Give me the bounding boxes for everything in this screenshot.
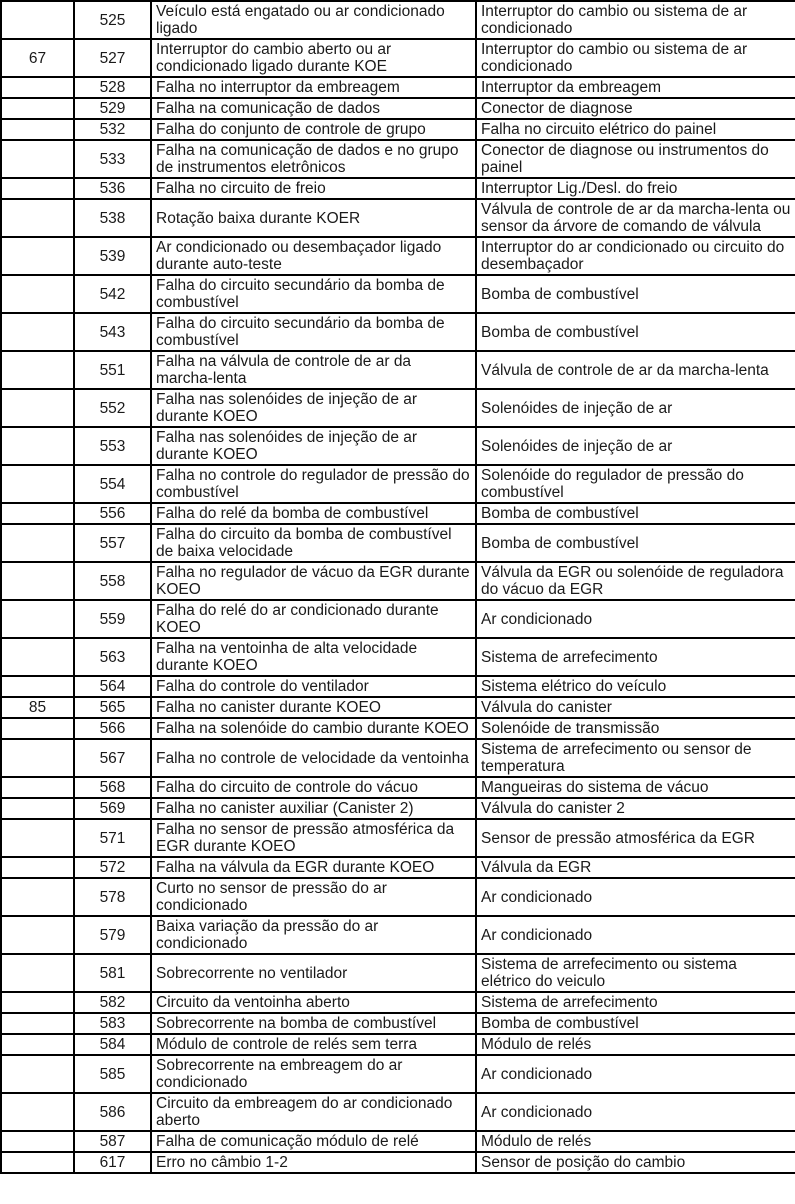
dtc-code-cell: 568 bbox=[74, 777, 151, 798]
dtc-code-cell: 569 bbox=[74, 798, 151, 819]
table-row bbox=[1, 600, 795, 638]
dtc-component-cell: Conector de diagnose ou instrumentos do painel bbox=[476, 140, 795, 178]
dtc-prefix-cell bbox=[1, 1034, 74, 1055]
dtc-component-cell: Válvula de controle de ar da marcha-lenta ou sensor da árvore de comando de válvula bbox=[476, 199, 795, 237]
table-row bbox=[1, 465, 795, 503]
table-row bbox=[1, 77, 795, 98]
dtc-description-cell: Baixa variação da pressão do ar condicionado bbox=[151, 916, 476, 954]
dtc-component-cell: Mangueiras do sistema de vácuo bbox=[476, 777, 795, 798]
table-row bbox=[1, 992, 795, 1013]
dtc-component-cell: Ar condicionado bbox=[476, 1093, 795, 1131]
table-row bbox=[1, 857, 795, 878]
dtc-description-cell: Falha no circuito de freio bbox=[151, 178, 476, 199]
dtc-code-cell: 579 bbox=[74, 916, 151, 954]
table-row bbox=[1, 199, 795, 237]
dtc-prefix-cell bbox=[1, 1, 74, 39]
table-row bbox=[1, 427, 795, 465]
dtc-table-body bbox=[1, 1, 795, 1173]
dtc-code-cell: 558 bbox=[74, 562, 151, 600]
dtc-prefix-cell bbox=[1, 562, 74, 600]
dtc-code-cell: 585 bbox=[74, 1055, 151, 1093]
dtc-code-cell: 571 bbox=[74, 819, 151, 857]
dtc-prefix-cell bbox=[1, 718, 74, 739]
dtc-code-cell: 525 bbox=[74, 1, 151, 39]
dtc-code-cell: 552 bbox=[74, 389, 151, 427]
dtc-code-cell: 557 bbox=[74, 524, 151, 562]
table-row bbox=[1, 503, 795, 524]
dtc-description-cell: Interruptor do cambio aberto ou ar condicionado ligado durante KOE bbox=[151, 39, 476, 77]
dtc-description-cell: Falha do circuito de controle do vácuo bbox=[151, 777, 476, 798]
dtc-prefix-cell bbox=[1, 1093, 74, 1131]
table-row bbox=[1, 878, 795, 916]
table-row bbox=[1, 1055, 795, 1093]
dtc-code-cell: 559 bbox=[74, 600, 151, 638]
dtc-component-cell: Sistema de arrefecimento bbox=[476, 992, 795, 1013]
dtc-code-cell: 553 bbox=[74, 427, 151, 465]
dtc-prefix-cell bbox=[1, 777, 74, 798]
dtc-code-cell: 566 bbox=[74, 718, 151, 739]
dtc-component-cell: Interruptor do ar condicionado ou circuito do desembaçador bbox=[476, 237, 795, 275]
dtc-code-cell: 563 bbox=[74, 638, 151, 676]
dtc-code-cell: 542 bbox=[74, 275, 151, 313]
table-row bbox=[1, 638, 795, 676]
dtc-description-cell: Falha no sensor de pressão atmosférica da EGR durante KOEO bbox=[151, 819, 476, 857]
table-row bbox=[1, 351, 795, 389]
dtc-prefix-cell bbox=[1, 857, 74, 878]
dtc-code-cell: 527 bbox=[74, 39, 151, 77]
table-row bbox=[1, 389, 795, 427]
table-row bbox=[1, 1152, 795, 1173]
dtc-component-cell: Sensor de pressão atmosférica da EGR bbox=[476, 819, 795, 857]
dtc-code-cell: 581 bbox=[74, 954, 151, 992]
dtc-description-cell: Rotação baixa durante KOER bbox=[151, 199, 476, 237]
dtc-component-cell: Ar condicionado bbox=[476, 1055, 795, 1093]
dtc-component-cell: Interruptor Lig./Desl. do freio bbox=[476, 178, 795, 199]
dtc-description-cell: Falha no canister auxiliar (Canister 2) bbox=[151, 798, 476, 819]
table-row bbox=[1, 275, 795, 313]
dtc-description-cell: Falha nas solenóides de injeção de ar durante KOEO bbox=[151, 389, 476, 427]
table-row bbox=[1, 1131, 795, 1152]
dtc-prefix-cell bbox=[1, 1131, 74, 1152]
dtc-component-cell: Sistema de arrefecimento bbox=[476, 638, 795, 676]
dtc-description-cell: Falha do relé do ar condicionado durante KOEO bbox=[151, 600, 476, 638]
dtc-component-cell: Interruptor do cambio ou sistema de ar condicionado bbox=[476, 1, 795, 39]
dtc-description-cell: Falha na comunicação de dados e no grupo de instrumentos eletrônicos bbox=[151, 140, 476, 178]
dtc-component-cell: Interruptor do cambio ou sistema de ar condicionado bbox=[476, 39, 795, 77]
table-row bbox=[1, 739, 795, 777]
dtc-description-cell: Circuito da ventoinha aberto bbox=[151, 992, 476, 1013]
dtc-prefix-cell bbox=[1, 878, 74, 916]
dtc-description-cell: Falha no interruptor da embreagem bbox=[151, 77, 476, 98]
dtc-code-cell: 587 bbox=[74, 1131, 151, 1152]
dtc-description-cell: Falha no regulador de vácuo da EGR durante KOEO bbox=[151, 562, 476, 600]
dtc-prefix-cell bbox=[1, 119, 74, 140]
dtc-prefix-cell bbox=[1, 237, 74, 275]
dtc-prefix-cell bbox=[1, 98, 74, 119]
dtc-code-cell: 564 bbox=[74, 676, 151, 697]
dtc-code-cell: 583 bbox=[74, 1013, 151, 1034]
dtc-prefix-cell bbox=[1, 916, 74, 954]
dtc-component-cell: Conector de diagnose bbox=[476, 98, 795, 119]
dtc-description-cell: Falha de comunicação módulo de relé bbox=[151, 1131, 476, 1152]
dtc-component-cell: Válvula da EGR ou solenóide de reguladora do vácuo da EGR bbox=[476, 562, 795, 600]
dtc-component-cell: Falha no circuito elétrico do painel bbox=[476, 119, 795, 140]
dtc-prefix-cell bbox=[1, 351, 74, 389]
dtc-code-cell: 578 bbox=[74, 878, 151, 916]
dtc-component-cell: Solenóides de injeção de ar bbox=[476, 389, 795, 427]
dtc-description-cell: Falha na ventoinha de alta velocidade durante KOEO bbox=[151, 638, 476, 676]
dtc-description-cell: Veículo está engatado ou ar condicionado ligado bbox=[151, 1, 476, 39]
dtc-description-cell: Falha na solenóide do cambio durante KOEO bbox=[151, 718, 476, 739]
dtc-component-cell: Sensor de posição do cambio bbox=[476, 1152, 795, 1173]
dtc-code-cell: 543 bbox=[74, 313, 151, 351]
dtc-description-cell: Sobrecorrente no ventilador bbox=[151, 954, 476, 992]
dtc-component-cell: Bomba de combustível bbox=[476, 313, 795, 351]
table-row bbox=[1, 140, 795, 178]
dtc-component-cell: Ar condicionado bbox=[476, 600, 795, 638]
dtc-component-cell: Bomba de combustível bbox=[476, 524, 795, 562]
dtc-code-cell: 532 bbox=[74, 119, 151, 140]
dtc-description-cell: Falha do controle do ventilador bbox=[151, 676, 476, 697]
dtc-component-cell: Módulo de relés bbox=[476, 1034, 795, 1055]
table-row bbox=[1, 524, 795, 562]
dtc-prefix-cell bbox=[1, 819, 74, 857]
dtc-code-cell: 565 bbox=[74, 697, 151, 718]
dtc-description-cell: Falha no controle de velocidade da ventoinha bbox=[151, 739, 476, 777]
dtc-component-cell: Ar condicionado bbox=[476, 916, 795, 954]
dtc-component-cell: Ar condicionado bbox=[476, 878, 795, 916]
dtc-description-cell: Falha do circuito secundário da bomba de combustível bbox=[151, 275, 476, 313]
dtc-prefix-cell bbox=[1, 600, 74, 638]
table-row bbox=[1, 1013, 795, 1034]
dtc-description-cell: Curto no sensor de pressão do ar condicionado bbox=[151, 878, 476, 916]
dtc-component-cell: Válvula de controle de ar da marcha-lenta bbox=[476, 351, 795, 389]
dtc-description-cell: Falha na válvula de controle de ar da marcha-lenta bbox=[151, 351, 476, 389]
dtc-description-cell: Circuito da embreagem do ar condicionado aberto bbox=[151, 1093, 476, 1131]
dtc-code-cell: 528 bbox=[74, 77, 151, 98]
dtc-prefix-cell bbox=[1, 199, 74, 237]
dtc-description-cell: Módulo de controle de relés sem terra bbox=[151, 1034, 476, 1055]
table-row bbox=[1, 954, 795, 992]
dtc-component-cell: Solenóides de injeção de ar bbox=[476, 427, 795, 465]
table-row bbox=[1, 562, 795, 600]
dtc-prefix-cell bbox=[1, 1152, 74, 1173]
dtc-prefix-cell bbox=[1, 465, 74, 503]
table-row bbox=[1, 676, 795, 697]
dtc-component-cell: Solenóide do regulador de pressão do combustível bbox=[476, 465, 795, 503]
dtc-code-cell: 586 bbox=[74, 1093, 151, 1131]
dtc-description-cell: Falha do circuito secundário da bomba de combustível bbox=[151, 313, 476, 351]
table-row bbox=[1, 1034, 795, 1055]
dtc-prefix-cell bbox=[1, 313, 74, 351]
dtc-code-cell: 572 bbox=[74, 857, 151, 878]
table-row bbox=[1, 798, 795, 819]
dtc-component-cell: Solenóide de transmissão bbox=[476, 718, 795, 739]
dtc-component-cell: Interruptor da embreagem bbox=[476, 77, 795, 98]
dtc-prefix-cell bbox=[1, 427, 74, 465]
dtc-prefix-cell bbox=[1, 503, 74, 524]
table-row bbox=[1, 697, 795, 718]
dtc-description-cell: Falha no canister durante KOEO bbox=[151, 697, 476, 718]
table-row bbox=[1, 178, 795, 199]
dtc-description-cell: Falha do circuito da bomba de combustível de baixa velocidade bbox=[151, 524, 476, 562]
table-row bbox=[1, 916, 795, 954]
dtc-code-cell: 529 bbox=[74, 98, 151, 119]
dtc-prefix-cell bbox=[1, 992, 74, 1013]
table-row bbox=[1, 1093, 795, 1131]
dtc-description-cell: Falha na comunicação de dados bbox=[151, 98, 476, 119]
dtc-prefix-cell bbox=[1, 1013, 74, 1034]
dtc-code-cell: 582 bbox=[74, 992, 151, 1013]
dtc-prefix-cell bbox=[1, 140, 74, 178]
dtc-code-cell: 538 bbox=[74, 199, 151, 237]
table-row bbox=[1, 119, 795, 140]
dtc-prefix-cell: 85 bbox=[1, 697, 74, 718]
dtc-component-cell: Sistema elétrico do veículo bbox=[476, 676, 795, 697]
dtc-prefix-cell: 67 bbox=[1, 39, 74, 77]
table-row bbox=[1, 718, 795, 739]
dtc-prefix-cell bbox=[1, 1055, 74, 1093]
dtc-component-cell: Válvula do canister bbox=[476, 697, 795, 718]
dtc-prefix-cell bbox=[1, 798, 74, 819]
dtc-code-cell: 533 bbox=[74, 140, 151, 178]
dtc-code-cell: 554 bbox=[74, 465, 151, 503]
table-row bbox=[1, 819, 795, 857]
table-row bbox=[1, 98, 795, 119]
dtc-component-cell: Sistema de arrefecimento ou sensor de temperatura bbox=[476, 739, 795, 777]
dtc-code-cell: 567 bbox=[74, 739, 151, 777]
dtc-prefix-cell bbox=[1, 275, 74, 313]
dtc-description-cell: Ar condicionado ou desembaçador ligado durante auto-teste bbox=[151, 237, 476, 275]
table-row bbox=[1, 39, 795, 77]
dtc-component-cell: Sistema de arrefecimento ou sistema elétrico do veiculo bbox=[476, 954, 795, 992]
dtc-code-cell: 551 bbox=[74, 351, 151, 389]
dtc-component-cell: Válvula da EGR bbox=[476, 857, 795, 878]
dtc-component-cell: Válvula do canister 2 bbox=[476, 798, 795, 819]
dtc-component-cell: Bomba de combustível bbox=[476, 1013, 795, 1034]
table-row bbox=[1, 1, 795, 39]
dtc-prefix-cell bbox=[1, 178, 74, 199]
dtc-description-cell: Sobrecorrente na embreagem do ar condicionado bbox=[151, 1055, 476, 1093]
dtc-description-cell: Sobrecorrente na bomba de combustível bbox=[151, 1013, 476, 1034]
dtc-prefix-cell bbox=[1, 77, 74, 98]
dtc-description-cell: Falha do conjunto de controle de grupo bbox=[151, 119, 476, 140]
dtc-code-cell: 536 bbox=[74, 178, 151, 199]
dtc-code-cell: 539 bbox=[74, 237, 151, 275]
dtc-component-cell: Bomba de combustível bbox=[476, 275, 795, 313]
dtc-description-cell: Falha nas solenóides de injeção de ar durante KOEO bbox=[151, 427, 476, 465]
dtc-description-cell: Erro no câmbio 1-2 bbox=[151, 1152, 476, 1173]
dtc-prefix-cell bbox=[1, 676, 74, 697]
dtc-component-cell: Módulo de relés bbox=[476, 1131, 795, 1152]
dtc-component-cell: Bomba de combustível bbox=[476, 503, 795, 524]
dtc-code-cell: 617 bbox=[74, 1152, 151, 1173]
dtc-prefix-cell bbox=[1, 638, 74, 676]
dtc-description-cell: Falha do relé da bomba de combustível bbox=[151, 503, 476, 524]
dtc-prefix-cell bbox=[1, 739, 74, 777]
table-row bbox=[1, 777, 795, 798]
dtc-prefix-cell bbox=[1, 954, 74, 992]
dtc-prefix-cell bbox=[1, 389, 74, 427]
dtc-code-cell: 584 bbox=[74, 1034, 151, 1055]
table-row bbox=[1, 237, 795, 275]
dtc-description-cell: Falha na válvula da EGR durante KOEO bbox=[151, 857, 476, 878]
dtc-code-cell: 556 bbox=[74, 503, 151, 524]
dtc-description-cell: Falha no controle do regulador de pressão do combustível bbox=[151, 465, 476, 503]
table-row bbox=[1, 313, 795, 351]
dtc-prefix-cell bbox=[1, 524, 74, 562]
